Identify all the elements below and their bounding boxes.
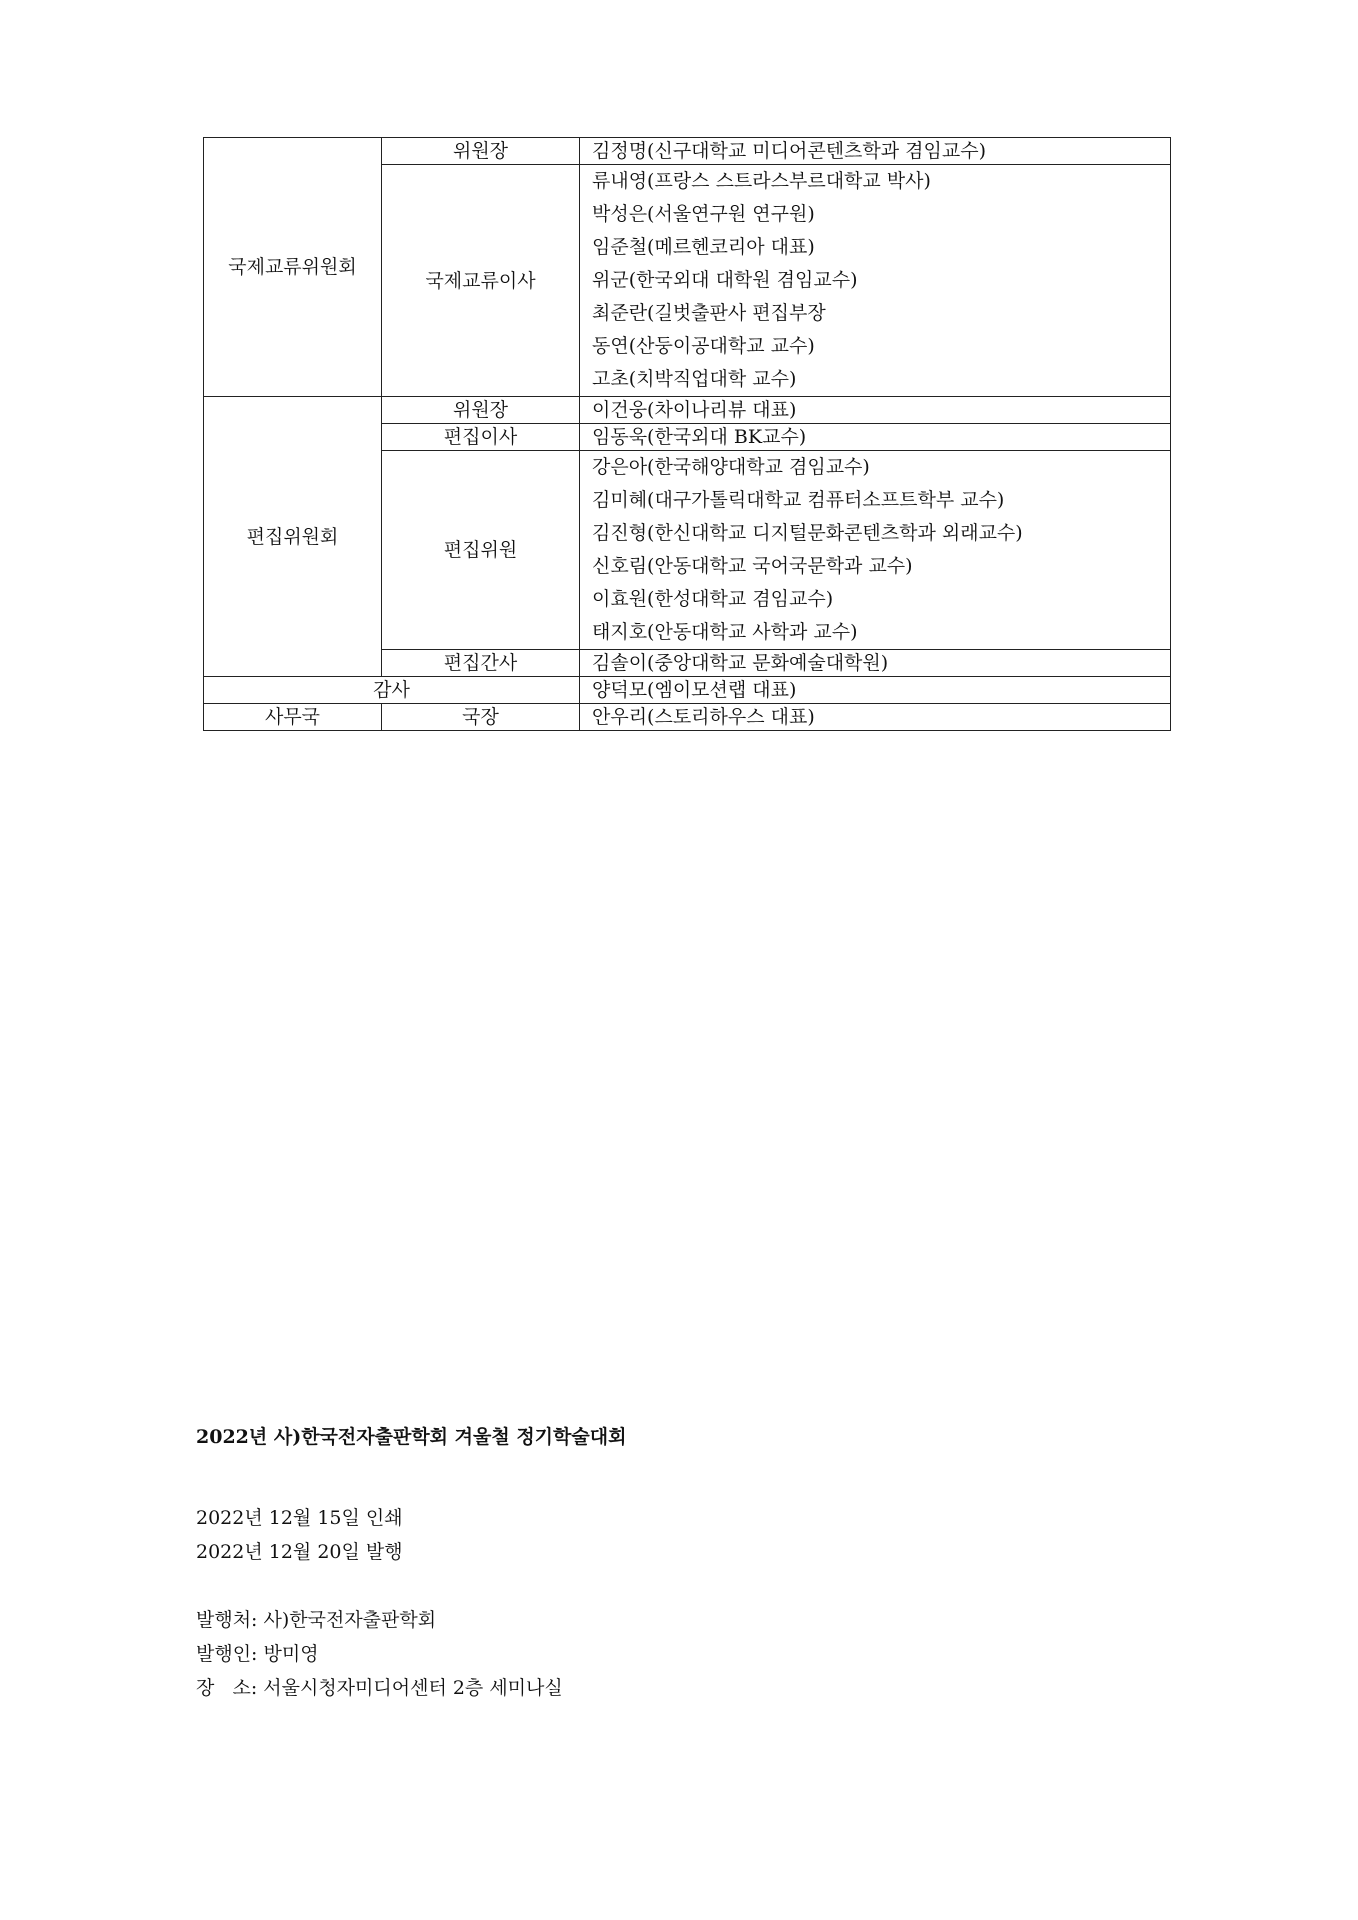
member-name: 류내영(프랑스 스트라스부르대학교 박사)	[592, 170, 931, 192]
publish-date: 2022년 12월 20일 발행	[196, 1541, 403, 1563]
member-list-cell	[580, 165, 1171, 397]
venue: 장 소: 서울시청자미디어센터 2층 세미나실	[196, 1677, 563, 1699]
member-name: 고초(치박직업대학 교수)	[592, 368, 797, 390]
member-name: 최준란(길벗출판사 편집부장	[592, 302, 826, 324]
role-cell: 국제교류이사	[382, 165, 580, 397]
committee-name-intl: 국제교류위원회	[204, 138, 382, 397]
member-name: 박성은(서울연구원 연구원)	[592, 203, 815, 225]
member-cell: 이건웅(차이나리뷰 대표)	[580, 397, 1171, 424]
role-cell: 위원장	[382, 397, 580, 424]
role-cell: 편집간사	[382, 650, 580, 677]
member-cell: 김정명(신구대학교 미디어콘텐츠학과 겸임교수)	[580, 138, 1171, 165]
member-cell: 안우리(스토리하우스 대표)	[580, 704, 1171, 731]
table-row	[204, 397, 1171, 424]
auditor-role: 감사	[204, 677, 580, 704]
colophon-title: 2022년 사)한국전자출판학회 겨울철 정기학술대회	[196, 1426, 627, 1448]
member-name: 강은아(한국해양대학교 겸임교수)	[592, 456, 870, 478]
member-name: 임준철(메르헨코리아 대표)	[592, 236, 815, 258]
issuer: 발행인: 방미영	[196, 1643, 319, 1665]
organization-table	[203, 137, 1171, 731]
publisher: 발행처: 사)한국전자출판학회	[196, 1609, 437, 1631]
member-name: 동연(산둥이공대학교 교수)	[592, 335, 815, 357]
member-name: 김진형(한신대학교 디지털문화콘텐츠학과 외래교수)	[592, 522, 1023, 544]
member-cell: 양덕모(엠이모션랩 대표)	[580, 677, 1171, 704]
member-name: 태지호(안동대학교 사학과 교수)	[592, 621, 858, 643]
print-date: 2022년 12월 15일 인쇄	[196, 1507, 403, 1529]
member-name: 이효원(한성대학교 겸임교수)	[592, 588, 834, 610]
table-row	[204, 677, 1171, 704]
role-cell: 편집이사	[382, 424, 580, 451]
committee-name-edit: 편집위원회	[204, 397, 382, 677]
role-cell: 국장	[382, 704, 580, 731]
table-row	[204, 704, 1171, 731]
colophon	[196, 1420, 1096, 1705]
member-name: 위군(한국외대 대학원 겸임교수)	[592, 269, 858, 291]
member-list-cell	[580, 451, 1171, 650]
role-cell: 편집위원	[382, 451, 580, 650]
office-name: 사무국	[204, 704, 382, 731]
member-cell: 임동욱(한국외대 BK교수)	[580, 424, 1171, 451]
member-cell: 김솔이(중앙대학교 문화예술대학원)	[580, 650, 1171, 677]
member-name: 김미혜(대구가톨릭대학교 컴퓨터소프트학부 교수)	[592, 489, 1005, 511]
table-row	[204, 138, 1171, 165]
member-name: 신호림(안동대학교 국어국문학과 교수)	[592, 555, 913, 577]
role-cell: 위원장	[382, 138, 580, 165]
